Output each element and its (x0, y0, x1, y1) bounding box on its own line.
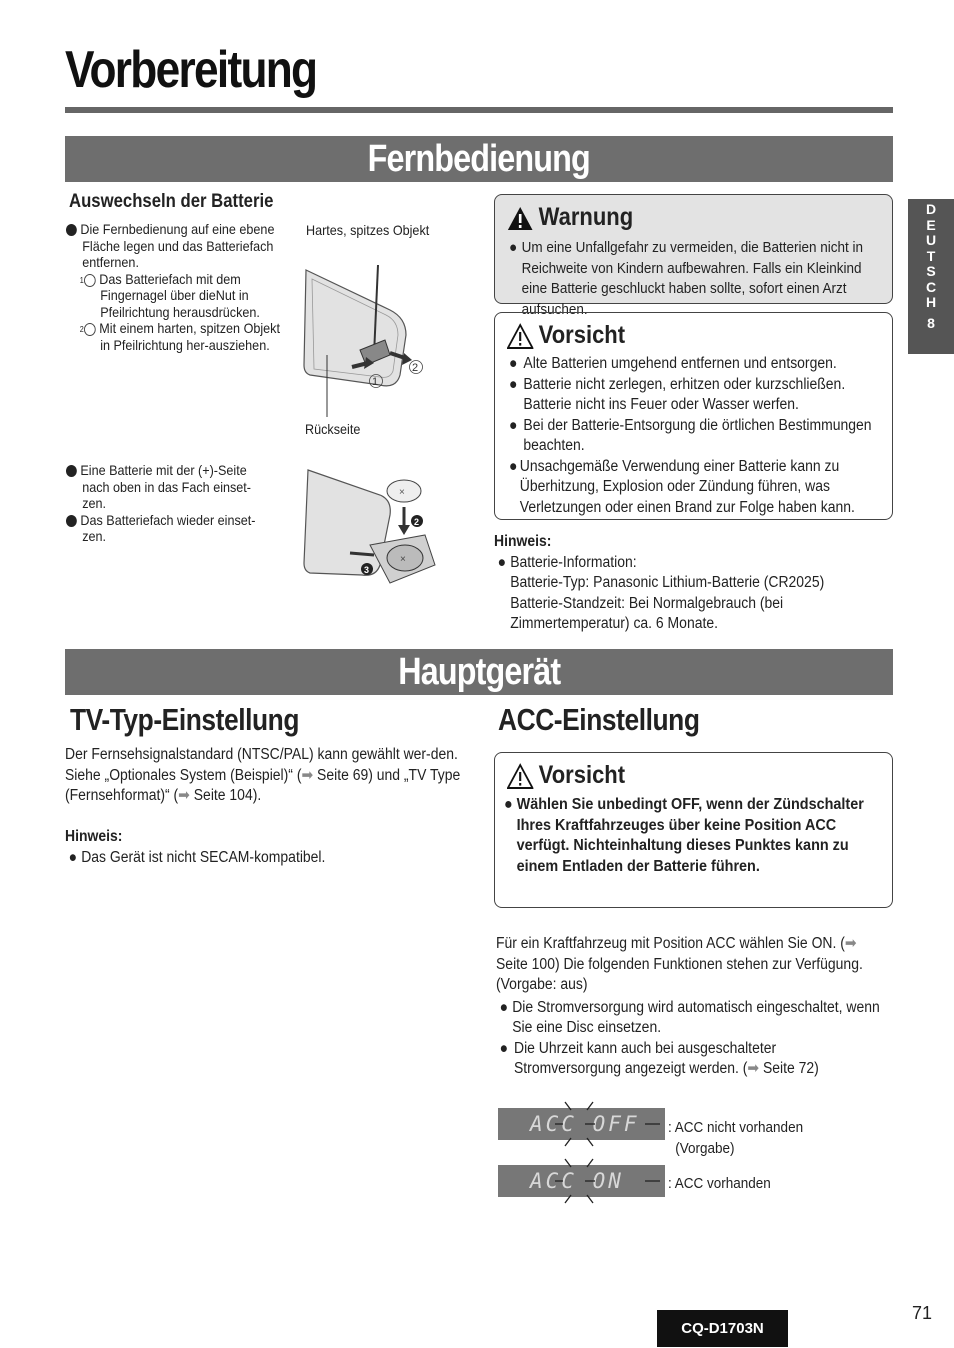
substep-number: 2 (84, 323, 96, 336)
battery-insert-figure (300, 465, 440, 595)
tv-text: Der Fernsehsignalstandard (NTSC/PAL) kann gewählt wer-den. Siehe „Optionales System (Beispiel)“ (➡ Seite 69) und „TV Type (Fernsehformat)“ (➡ Seite 104). (65, 746, 461, 804)
battery-note: Hinweis: ● Batterie-Information: Batterie-Typ: Panasonic Lithium-Batterie (CR2025) Batterie-Standzeit: Bei Normalgebrauch (bei Zimmertemperatur) ca. 6 Monate. (494, 532, 872, 635)
lcd-display-acc-on: ACC ON (498, 1165, 665, 1197)
figure-callout: 3 (364, 565, 370, 575)
section-band-hauptgeraet: Hauptgerät (65, 649, 893, 695)
blink-marks (555, 1157, 670, 1205)
label-object: Hartes, spitzes Objekt (306, 222, 430, 238)
acc-caution-text: ● Wählen Sie unbedingt OFF, wenn der Zündschalter Ihres Kraftfahrzeuges über keine Position ACC verfügt. Nichteinhaltung dieses Punktes kann zu einem Entladen der Batterie führen. (504, 796, 864, 875)
tv-note: Hinweis: ● Das Gerät ist nicht SECAM-kompatibel. (65, 828, 326, 866)
language-tab (908, 199, 954, 354)
side-tab-letter: S (926, 263, 936, 279)
warning-heading: Warnung (507, 203, 633, 232)
warning-icon (507, 205, 533, 231)
remote-battery-removal-figure (300, 255, 440, 425)
arrow-icon: ➡ (844, 935, 857, 952)
list-item: ● Batterie nicht zerlegen, erhitzen oder kurzschließen. Batterie nicht ins Feuer oder Wasser werfen. (509, 375, 846, 413)
side-tab-letter: D (925, 201, 937, 217)
arrow-icon: ➡ (178, 787, 190, 804)
section-band-fernbedienung: Fernbedienung (65, 136, 893, 182)
figure-callout: 2 (412, 362, 419, 374)
caution-box-battery (494, 312, 893, 520)
caution-icon (507, 763, 533, 789)
caution-heading: Vorsicht (507, 321, 625, 350)
title-rule (65, 107, 893, 113)
lcd-display-acc-off: ACC OFF (498, 1108, 665, 1140)
battery-step-1: 1 Die Fernbedienung auf eine ebene Fläche legen und das Batteriefach entfernen. 1 Das Batteriefach mit dem Fingernagel über dieNut in Pfeilrichtung herausdrücken. 2 Mit einem harten, spitzen Objekt in Pfeilrichtung her-ausziehen. (61, 221, 280, 353)
label-back: Rückseite (305, 421, 361, 437)
svg-text:×: × (399, 487, 405, 498)
figure-callout: 2 (414, 517, 420, 527)
step-number: 2 (66, 465, 77, 477)
list-item: ● Die Uhrzeit kann auch bei ausgeschalteter Stromversorgung angezeigt werden. (➡ Seite 72) (499, 1039, 819, 1077)
caution-heading: Vorsicht (507, 761, 625, 790)
side-tab-letter: U (925, 232, 937, 248)
battery-step-2-3: 2 Eine Batterie mit der (+)-Seite nach oben in das Fach einset-zen. 3 Das Batteriefach wieder einset-zen. (61, 462, 256, 544)
battery-heading: Auswechseln der Batterie (69, 191, 274, 212)
side-tab-letter: E (926, 216, 936, 233)
acc-text: Für ein Kraftfahrzeug mit Position ACC wählen Sie ON. (➡ Seite 100) Die folgenden Funktionen stehen zur Verfügung. (Vorgabe: aus) ● Die Stromversorgung wird automatisch eingeschaltet, wenn Sie eine Disc einsetzen. ● Die Uhrzeit kann auch bei ausgeschalteter Stromversorgung angezeigt werden. (➡ Seite 72) (496, 934, 883, 1080)
blink-marks (555, 1100, 670, 1148)
tv-heading: TV-Typ-Einstellung (70, 702, 300, 737)
step-number: 3 (66, 515, 77, 527)
step-number: 1 (66, 224, 77, 236)
model-label: CQ-D1703N (657, 1310, 788, 1347)
page-title: Vorbereitung (65, 41, 317, 99)
list-item: ● Alte Batterien umgehend entfernen und entsorgen. (509, 355, 837, 372)
caution-icon (507, 323, 533, 349)
list-item: ● Unsachgemäße Verwendung einer Batterie kann zu Überhitzung, Explosion oder Zündung führen, was Verletzungen oder einen Brand zur Folge haben kann. (509, 457, 855, 516)
svg-text:×: × (400, 554, 406, 565)
lcd-label-on: : ACC vorhanden (668, 1175, 771, 1192)
list-item: ● Die Stromversorgung wird automatisch eingeschaltet, wenn Sie eine Disc einsetzen. (499, 998, 880, 1036)
lcd-label-off: : ACC nicht vorhanden (Vorgabe) (668, 1119, 804, 1157)
warning-box (494, 194, 893, 318)
substep-number: 1 (84, 274, 96, 287)
side-tab-letter: H (925, 294, 937, 310)
acc-heading: ACC-Einstellung (498, 702, 700, 737)
warning-text: ● Um eine Unfallgefahr zu vermeiden, die Batterien nicht in Reichweite von Kindern aufbewahren. Falls ein Kleinkind eine Batterie geschluckt haben sollte, sofort einen Arzt aufsuchen. (509, 239, 864, 318)
figure-callout: 1 (372, 376, 379, 388)
caution-box-acc (494, 752, 893, 908)
caution-list (509, 354, 896, 518)
side-tab-number: 8 (927, 314, 935, 331)
side-tab-letter: C (925, 278, 937, 295)
note-heading: Hinweis: (494, 533, 552, 550)
side-tab-letter: T (926, 247, 936, 264)
list-item: ● Bei der Batterie-Entsorgung die örtlichen Bestimmungen beachten. (509, 416, 872, 454)
page-number: 71 (912, 1303, 933, 1323)
arrow-icon: ➡ (747, 1060, 760, 1077)
arrow-icon: ➡ (301, 766, 314, 784)
